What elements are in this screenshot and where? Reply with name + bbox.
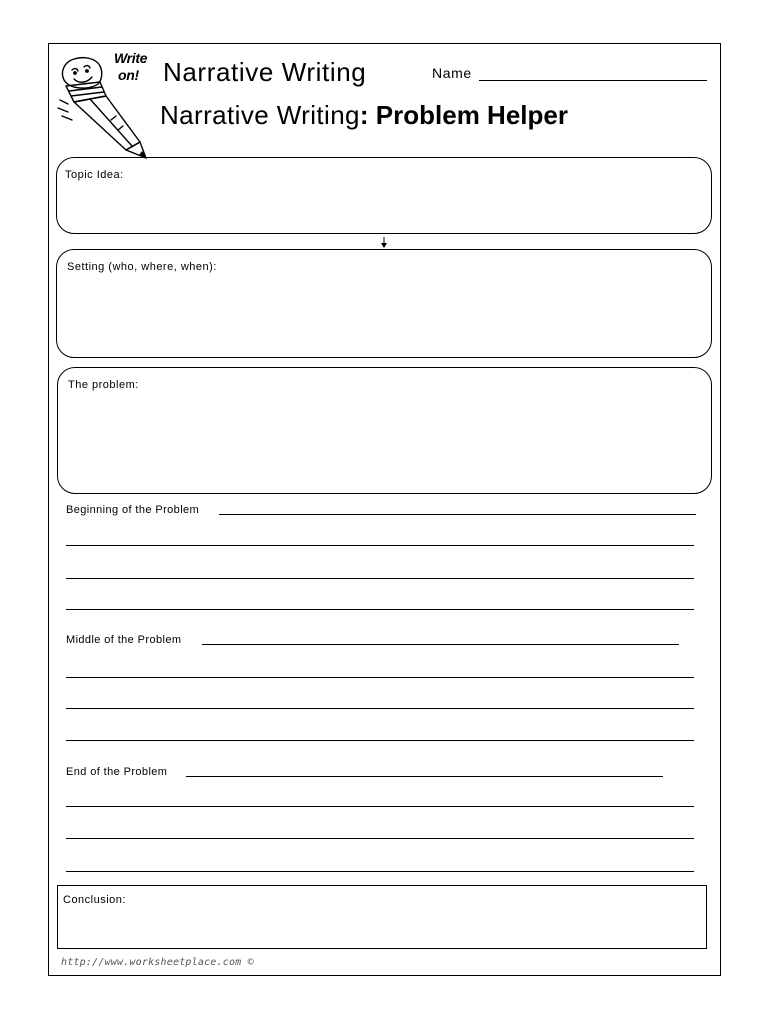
writing-line[interactable]	[66, 545, 694, 546]
problem-label: The problem:	[68, 379, 139, 391]
writing-line[interactable]	[66, 871, 694, 872]
writing-line[interactable]	[66, 609, 694, 610]
page-subtitle	[160, 100, 568, 131]
beginning-label-line[interactable]	[219, 514, 696, 515]
footer-url-text: http://www.worksheetplace.com	[61, 957, 242, 968]
problem-box[interactable]	[57, 367, 712, 494]
writing-line[interactable]	[66, 838, 694, 839]
writing-line[interactable]	[66, 578, 694, 579]
middle-label-line[interactable]	[202, 644, 679, 645]
middle-label: Middle of the Problem	[66, 634, 182, 646]
beginning-label: Beginning of the Problem	[66, 504, 200, 516]
logo-write-text: Write	[114, 50, 148, 66]
logo-on-text: on!	[118, 67, 139, 83]
footer-url	[61, 957, 254, 968]
subtitle-bold: : Problem Helper	[359, 100, 568, 130]
writing-line[interactable]	[66, 740, 694, 741]
topic-idea-label: Topic Idea:	[65, 169, 124, 181]
writing-line[interactable]	[66, 806, 694, 807]
copyright-symbol: ©	[247, 957, 254, 968]
pencil-mascot-icon	[56, 50, 160, 160]
down-arrow-icon	[380, 237, 388, 249]
end-label: End of the Problem	[66, 766, 168, 778]
name-field-line[interactable]	[479, 80, 707, 81]
topic-idea-box[interactable]	[56, 157, 712, 234]
conclusion-box[interactable]	[57, 885, 707, 949]
writing-line[interactable]	[66, 708, 694, 709]
setting-box[interactable]	[56, 249, 712, 358]
page-title: Narrative Writing	[163, 57, 367, 87]
end-label-line[interactable]	[186, 776, 663, 777]
conclusion-label: Conclusion:	[63, 894, 126, 906]
writing-line[interactable]	[66, 677, 694, 678]
subtitle-plain: Narrative Writing	[160, 100, 360, 130]
setting-label: Setting (who, where, when):	[67, 261, 217, 273]
name-label: Name	[432, 65, 472, 81]
